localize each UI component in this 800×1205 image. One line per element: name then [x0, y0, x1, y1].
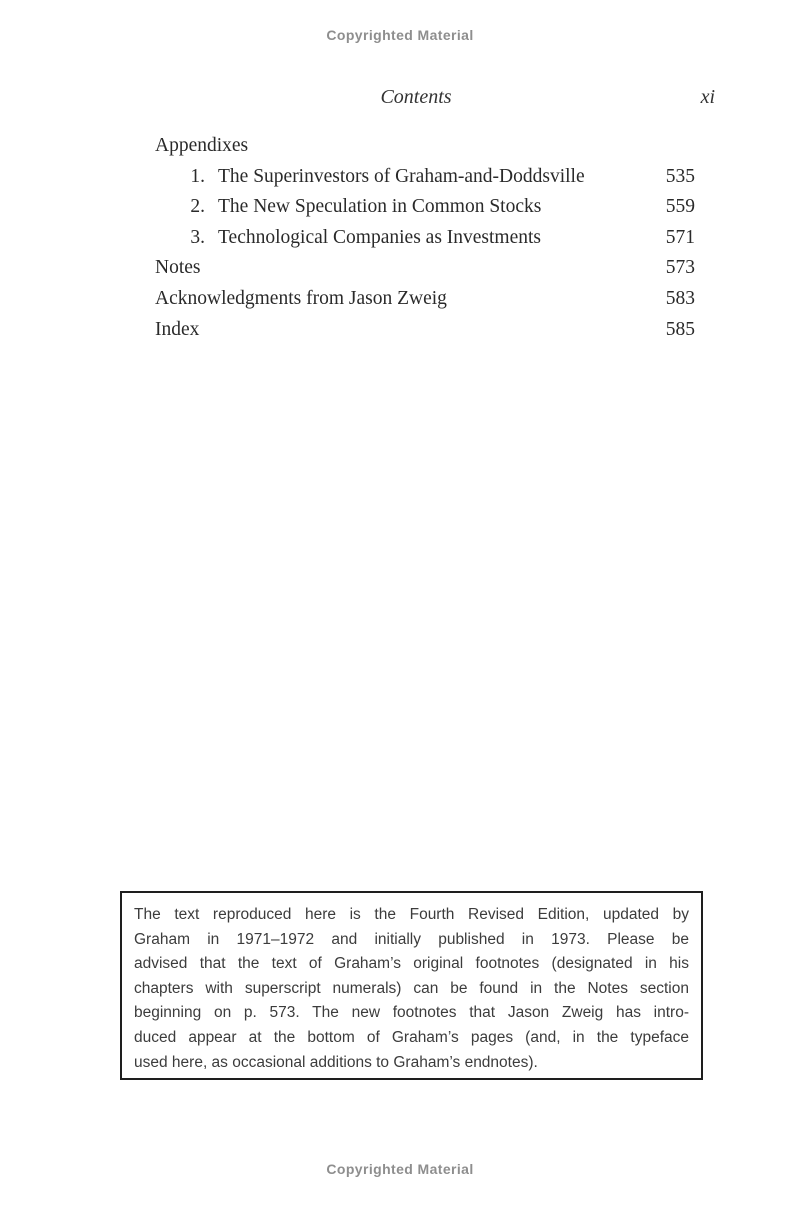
toc-row-acknowledgments — [155, 284, 695, 315]
toc-item-page: 571 — [665, 226, 695, 248]
toc-item-number: 3. — [190, 226, 205, 248]
toc-item-label: Index — [155, 318, 200, 340]
edition-note-line: The text reproduced here is the Fourth Revised Edition, updated by — [134, 906, 689, 923]
edition-note-line: duced appear at the bottom of Graham’s pages (and, in the typeface — [134, 1028, 689, 1046]
edition-note-line: Graham in 1971–1972 and initially published in 1973. Please be — [134, 930, 689, 948]
toc-section-heading-row — [155, 131, 695, 162]
toc-row-appendix-2 — [155, 192, 695, 223]
toc-item-label: Notes — [155, 257, 201, 279]
page-title: Contents — [380, 86, 452, 108]
page-number-folio: xi — [700, 86, 715, 108]
toc-item-page: 585 — [665, 318, 695, 340]
edition-note-line: beginning on p. 573. The new footnotes that Jason Zweig has intro- — [134, 1004, 689, 1022]
toc-row-index — [155, 315, 695, 346]
edition-note-line: advised that the text of Graham’s original footnotes (designated in his — [134, 955, 689, 973]
edition-note-line: chapters with superscript numerals) can be found in the Notes section — [134, 979, 689, 997]
running-head — [155, 86, 715, 112]
toc-item-label: The Superinvestors of Graham-and-Doddsville — [218, 165, 585, 187]
toc-section-heading: Appendixes — [155, 135, 249, 156]
toc-item-page: 583 — [665, 287, 695, 309]
toc-item-page: 573 — [665, 257, 695, 279]
edition-note-line: used here, as occasional additions to Graham’s endnotes). — [134, 1053, 538, 1071]
edition-note-box — [120, 891, 703, 1080]
toc-row-notes — [155, 253, 695, 284]
toc-row-appendix-1 — [155, 162, 695, 193]
toc-item-page: 559 — [665, 196, 695, 218]
toc-item-number: 1. — [190, 165, 205, 187]
copyright-notice-bottom: Copyrighted Material — [326, 1161, 474, 1177]
toc-item-page: 535 — [665, 165, 695, 187]
table-of-contents — [155, 131, 695, 345]
copyright-notice-top: Copyrighted Material — [326, 27, 474, 43]
toc-item-number: 2. — [190, 196, 205, 218]
toc-row-appendix-3 — [155, 223, 695, 254]
toc-item-label: Acknowledgments from Jason Zweig — [155, 287, 447, 309]
toc-item-label: Technological Companies as Investments — [218, 226, 542, 248]
toc-item-label: The New Speculation in Common Stocks — [218, 196, 542, 218]
